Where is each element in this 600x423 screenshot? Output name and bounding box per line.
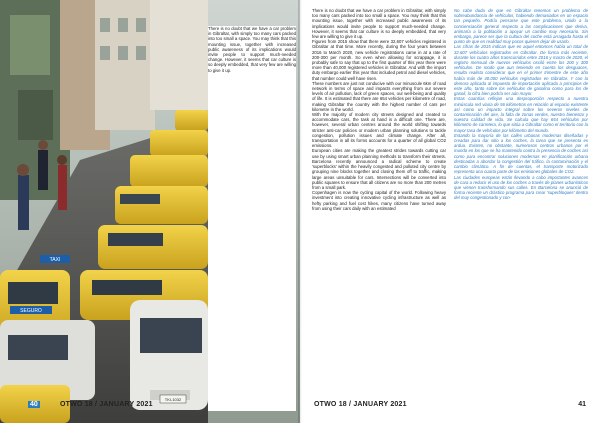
paragraph: There is no doubt that we have a car problem in Gibraltar, with simply too many cars packed into too small a space. You may think that this mounting issue, together with increased public awareness of its implications would invite people to support much-needed change. However, it seems that car culture is so deeply embedded, that very few are willing to give it up. bbox=[312, 8, 446, 40]
left-article-column bbox=[208, 26, 296, 411]
paragraph: Las cifras de 2015 indican que en aquel entonces había un total de 32.607 vehículos registrados en Gibraltar. De forma más reciente, durante los cuatro años transcurridos entre 2016 y marzo de 2020, el registro mensual de nuevos vehículos osciló entre los 200 y 300 vehículos. De modo que aun teniendo en cuenta los desguaces, resulta realista considerar que en el primer trimestre de este año había más de 40.000 vehículos registrados en Gibraltar. Y con la demora aplicada al impuesto de importación aplicada a principios de este año, tanto sobre los vehículos de gasolina como para los de gasoil, la cifra bien podría ser aún mayor. bbox=[454, 44, 588, 97]
paragraph: Las ciudades europeas están llevando a cabo importantes avances de cara a reducir el uso de los coches a través de planes urbanísticos que vienen transformando sus calles. En Barcelona se anunció de forma reciente un drástico programa para crear 'superbloques' dentro del muy congestionado y con- bbox=[454, 174, 588, 201]
paragraph: Figures from 2015 show that there were 32,607 vehicles registered in Gibraltar at that time. More recently, during the four years between 2016 to March 2020, new vehicle registrations came in at a rate of 200-300 per month. So even when allowing for scrappage, it is probably safe to say that up to the first quarter of this year there were more than 40,000 registered vehicles in Gibraltar. And with the import duty embargo earlier this year that included petrol and diesel vehicles, that number could well have risen. bbox=[312, 39, 446, 81]
paragraph: European cities are making the greatest strides towards cutting car use by using smart urban planning methods to transform their streets. Barcelona recently announced a radical scheme to create 'superblocks' within the heavily congested and polluted city centre by grouping nine blocks together and closing them off to traffic, making large areas unsuitable for cars. Intersections will be converted into public squares to ensure that all citizens are no more than 200 metres from a small park. bbox=[312, 148, 446, 190]
page-number: 40 bbox=[30, 401, 38, 408]
paragraph: These numbers are just not conducive with our minuscule 6km of road network in terms of space and impacts everything from our severe levels of air pollution, lack of green spaces, our well-being and quality of life. It is estimated that there are 654 vehicles per kilometre of road, making Gibraltar the country with the highest number of cars per kilometre in the world. bbox=[312, 80, 446, 112]
spread-gutter bbox=[298, 0, 302, 423]
paragraph: Estas cuantías reflejan una desproporción respecto a nuestra minúscula red viaria de 56 kilómetros en relación al espacio existente así como un impacto integral sobre los severos niveles de contaminación del aire, la falta de zonas verdes, nuestro bienestar y nuestra calidad de vida. Se calcula que hay 654 vehículos por kilómetro de carretera, lo que sitúa a Gibraltar como el territorio con la mayor tasa de vehículos por kilómetro del mundo. bbox=[454, 96, 588, 133]
taxi-sign-text: TAXI bbox=[49, 257, 61, 263]
license-plate-text: TKI-1032 bbox=[164, 397, 182, 402]
page-footer: OTWO 18 / JANUARY 2021 bbox=[60, 401, 153, 408]
paragraph: No cabe duda de que en Gibraltar tenemos un problema de sobreabundancia de vehículos, habiendo demasiados en un espacio tan pequeño. Podría pensarse que este problema, unido a la concienciación general respecto a las complicaciones que deriva, animaría a la población a apoyar un cambio muy necesario. Sin embargo, parece ser que la cultura del coche está arraigada hasta el punto de que en realidad muy pocos quieren dejar de usarlo. bbox=[454, 8, 588, 45]
paragraph: Copenhagen is now the cycling capital of the world. Following heavy investment into creating innovative cycling infrastructure as well as hefty parking and fuel cost hikes, many citizens have turned away from using their cars daily with an estimated bbox=[312, 190, 446, 211]
page-footer: OTWO 18 / JANUARY 2021 bbox=[314, 401, 407, 408]
paragraph: There is no doubt that we have a car problem in Gibraltar, with simply too many cars packed into too small a space. You may think that this mounting issue, together with increased public awareness of its implications would invite people to support much-needed change. However, it seems that car culture is so deeply embedded, that very few are willing to give it up. bbox=[208, 26, 296, 73]
paragraph: With the majority of modern city streets designed and created to accommodate cars, the task at hand is a difficult one. There are, however, several urban centres around the world shifting towards stricter anti-car policies or modern urban planning solutions to tackle congestion, pollution issues and climate change. After all, transportation in all its forms accounts for a quarter of all global CO2 emissions. bbox=[312, 112, 446, 149]
seguro-sign-text: SEGURO bbox=[20, 308, 42, 314]
paragraph: Estando la mayoría de las calles urbanas modernas diseñadas y creadas para dar sitio a los coches, la tarea que se presenta es ardua. Existen, no obstante, numerosos centros urbanos por el mundo en los que se ha mantenido contra la presencia de coches así como para encontrar soluciones modernas en planificación urbana destinadas a abordar la congestión del tráfico, la contaminación y el cambio climático. A fin de cuentas, el transporte motorizado representa una cuarta parte de las emisiones globales de CO2. bbox=[454, 132, 588, 175]
page-number: 41 bbox=[578, 401, 586, 408]
spanish-article-column bbox=[454, 8, 588, 393]
english-article-column bbox=[312, 8, 446, 393]
right-page bbox=[300, 0, 600, 423]
